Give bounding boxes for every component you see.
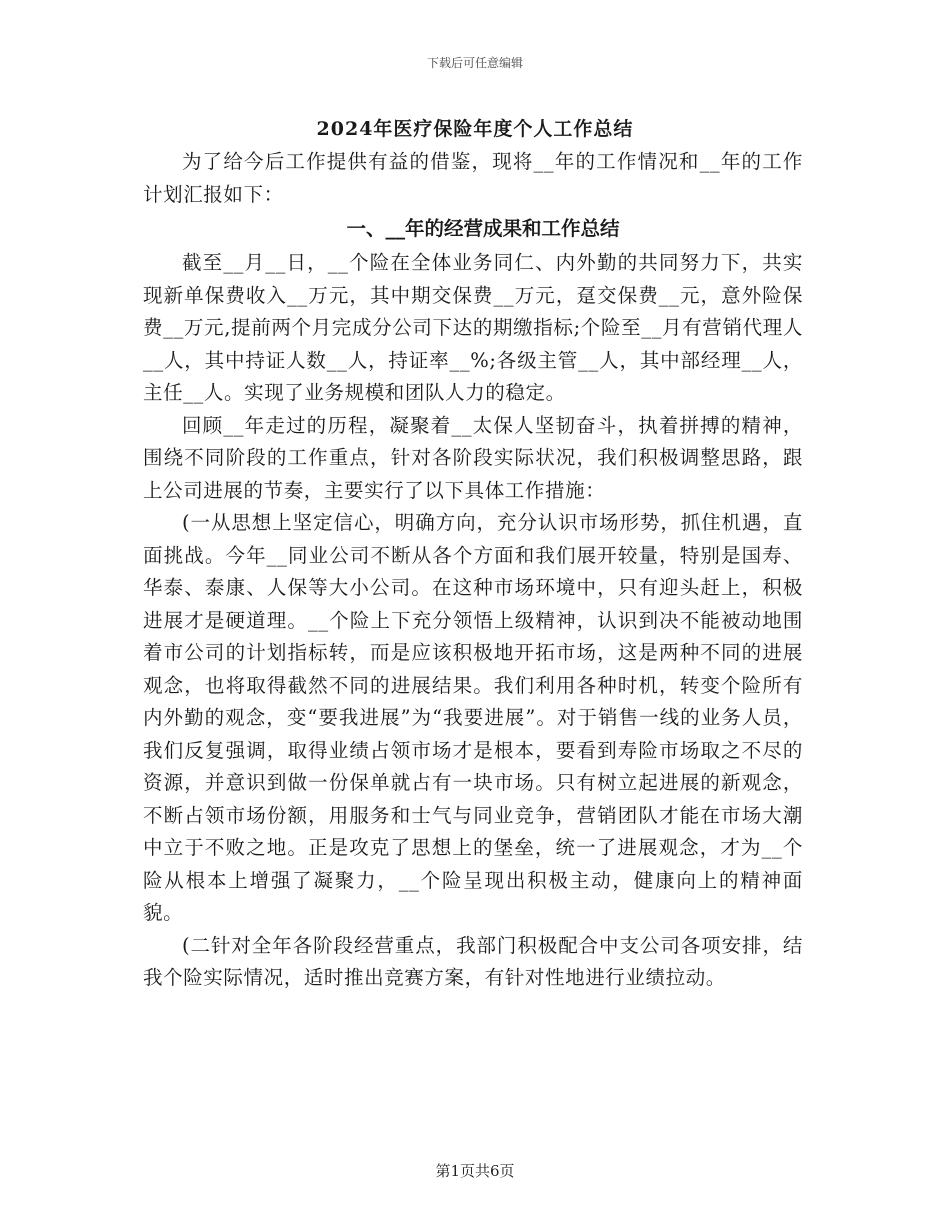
body-paragraph: 截至__月__日，__个险在全体业务同仁、内外勤的共同努力下，共实现新单保费收入__万元，其中期交保费__万元，趸交保费__元，意外险保费__万元,提前两个月完成分公司下达的期缴指标;个险至__月有营销代理人__人，其中持证人数__人，持证率__%;各级主管__人，其中部经理__人，主任__人。实现了业务规模和团队人力的稳定。	[143, 251, 803, 404]
intro-paragraph: 为了给今后工作提供有益的借鉴，现将__年的工作情况和__年的工作计划汇报如下：	[143, 150, 803, 206]
body-paragraph: (一从思想上坚定信心，明确方向，充分认识市场形势，抓住机遇，直面挑战。今年__同业公司不断从各个方面和我们展开较量，特别是国寿、华泰、泰康、人保等大小公司。在这种市场环境中，只有迎头赶上，积极进展才是硬道理。__个险上下充分领悟上级精神，认识到决不能被动地围着市公司的计划指标转，而是应该积极地开拓市场，这是两种不同的进展观念，也将取得截然不同的进展结果。我们利用各种时机，转变个险所有内外勤的观念，变“要我进展”为“我要进展”。对于销售一线的业务人员，我们反复强调，取得业绩占领市场才是根本，要看到寿险市场取之不尽的资源，并意识到做一份保单就占有一块市场。只有树立起进展的新观念，不断占领市场份额，用服务和士气与同业竞争，营销团队才能在市场大潮中立于不败之地。正是攻克了思想上的堡垒，统一了进展观念，才为__个险从根本上增强了凝聚力，__个险呈现出积极主动，健康向上的精神面貌。	[143, 511, 803, 924]
document-body	[143, 146, 803, 995]
header-note: 下载后可任意编辑	[426, 56, 523, 70]
page-footer: 第1页共6页	[435, 1162, 515, 1180]
document-title: 2024年医疗保险年度个人工作总结	[316, 118, 634, 140]
section-heading: 一、__年的经营成果和工作总结	[346, 217, 620, 240]
body-paragraph: (二针对全年各阶段经营重点，我部门积极配合中支公司各项安排，结我个险实际情况，适时推出竞赛方案，有针对性地进行业绩拉动。	[143, 933, 803, 989]
body-paragraph: 回顾__年走过的历程，凝聚着__太保人坚韧奋斗，执着拼搏的精神，围绕不同阶段的工作重点，针对各阶段实际状况，我们积极调整思路，跟上公司进展的节奏，主要实行了以下具体工作措施：	[143, 413, 803, 502]
